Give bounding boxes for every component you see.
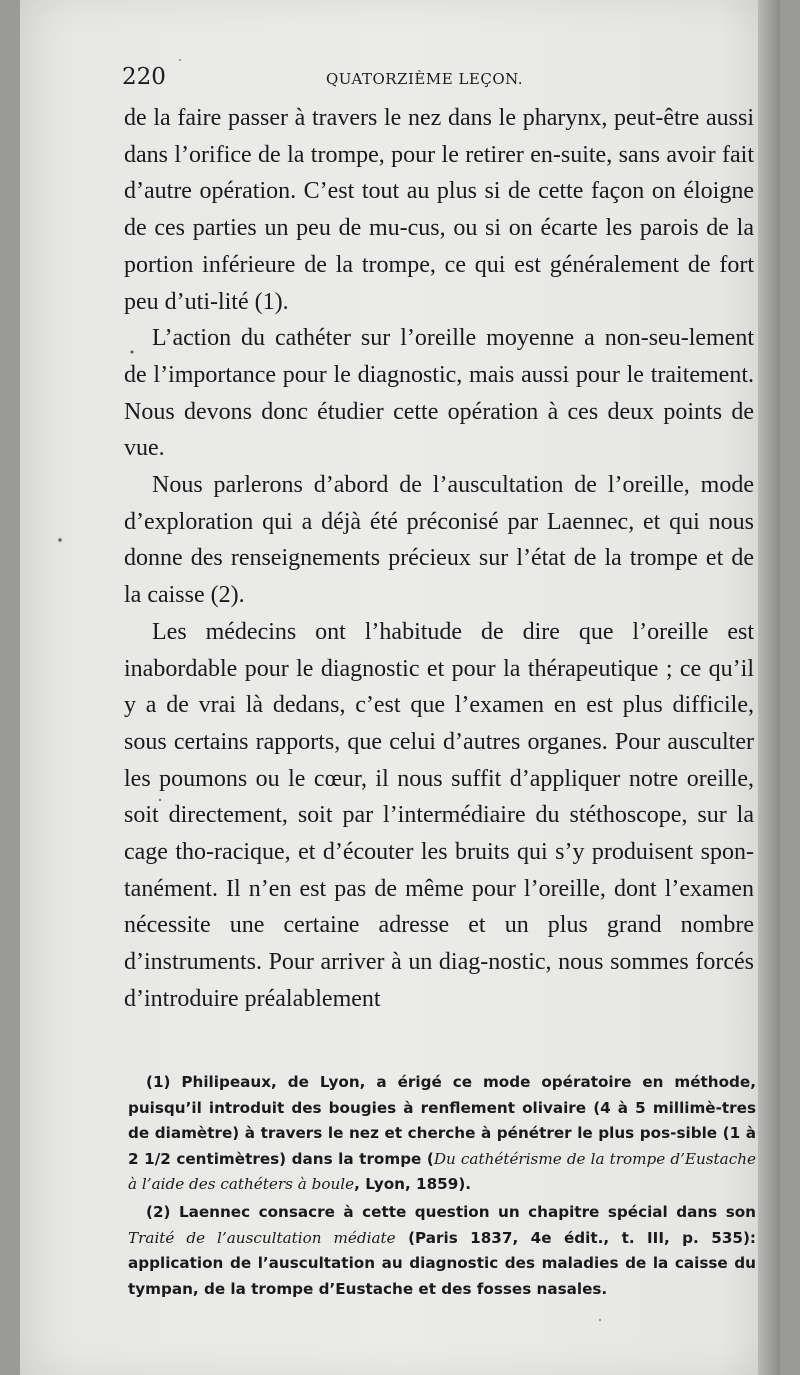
footnote-1-title: Du cathétérisme de la trompe d’Eustache à l’aide des cathéters à boule <box>128 1149 756 1194</box>
footnote-1 <box>128 1070 756 1198</box>
footnote-2-title: Traité de l’auscultation médiate <box>128 1228 396 1247</box>
paragraph-2: L’action du cathéter sur l’oreille moyenne a non-seu-lement de l’importance pour le diagnostic, mais aussi pour le traitement. Nous devons donc étudier cette opération à ces deux points de vue. <box>124 325 754 462</box>
footnote-2-text-a: (2) Laennec consacre à cette question un chapitre spécial dans son <box>146 1202 756 1221</box>
footnotes <box>128 1070 756 1304</box>
paragraph-4: Les médecins ont l’habitude de dire que l’oreille est inabordable pour le diagnostic et pour la thérapeutique ; ce qu’il y a de vrai là dedans, c’est que l’examen en est plus difficile, sous certains rapports, que celui d’autres organes. Pour ausculter les poumons ou le cœur, il nous suffit d’appliquer notre oreille, soit directement, soit par l’intermédiaire du stéthoscope, sur la cage tho-racique, et d’écouter les bruits qui s’y produisent spon-tanément. Il n’en est pas de même pour l’oreille, dont l’examen nécessite une certaine adresse et un plus grand nombre d’instruments. Pour arriver à un diag-nostic, nous sommes forcés d’introduire préalablement <box>124 618 754 1012</box>
paragraph-1: de la faire passer à travers le nez dans le pharynx, peut-être aussi dans l’orifice de la trompe, pour le retirer en-suite, sans avoir fait d’autre opération. C’est tout au plus si de cette façon on éloigne de ces parties un peu de mu-cus, ou si on écarte les parois de la portion inférieure de la trompe, ce qui est généralement de fort peu d’uti-lité (1). <box>124 105 754 315</box>
page-number: 220 <box>122 64 166 90</box>
footnote-1-text-b: , Lyon, 1859). <box>354 1175 472 1194</box>
footnote-1-text-a: (1) Philipeaux, de Lyon, a érigé ce mode opératoire en méthode, puisqu’il introduit des bougies à renflement olivaire (4 à 5 millimè-tres de diamètre) à travers le nez et cherche à pénétrer le plus pos-sible (1 à 2 1/2 centimètres) dans la trompe ( <box>128 1073 756 1168</box>
running-header <box>104 62 754 92</box>
main-text <box>124 100 754 1018</box>
paragraph-3: Nous parlerons d’abord de l’auscultation de l’oreille, mode d’exploration qui a déjà été préconisé par Laennec, et qui nous donne des renseignements précieux sur l’état de la trompe et de la caisse (2). <box>124 472 754 609</box>
page-right-edge-shadow <box>758 0 780 1375</box>
chapter-running-title: QUATORZIÈME LEÇON. <box>326 70 524 88</box>
footnote-2-text-b: (Paris 1837, 4e édit., t. III, p. 535): application de l’auscultation au diagnostic des maladies de la caisse du tympan, de la trompe d’Eustache et des fosses nasales. <box>128 1228 756 1298</box>
footnote-2 <box>128 1200 756 1302</box>
